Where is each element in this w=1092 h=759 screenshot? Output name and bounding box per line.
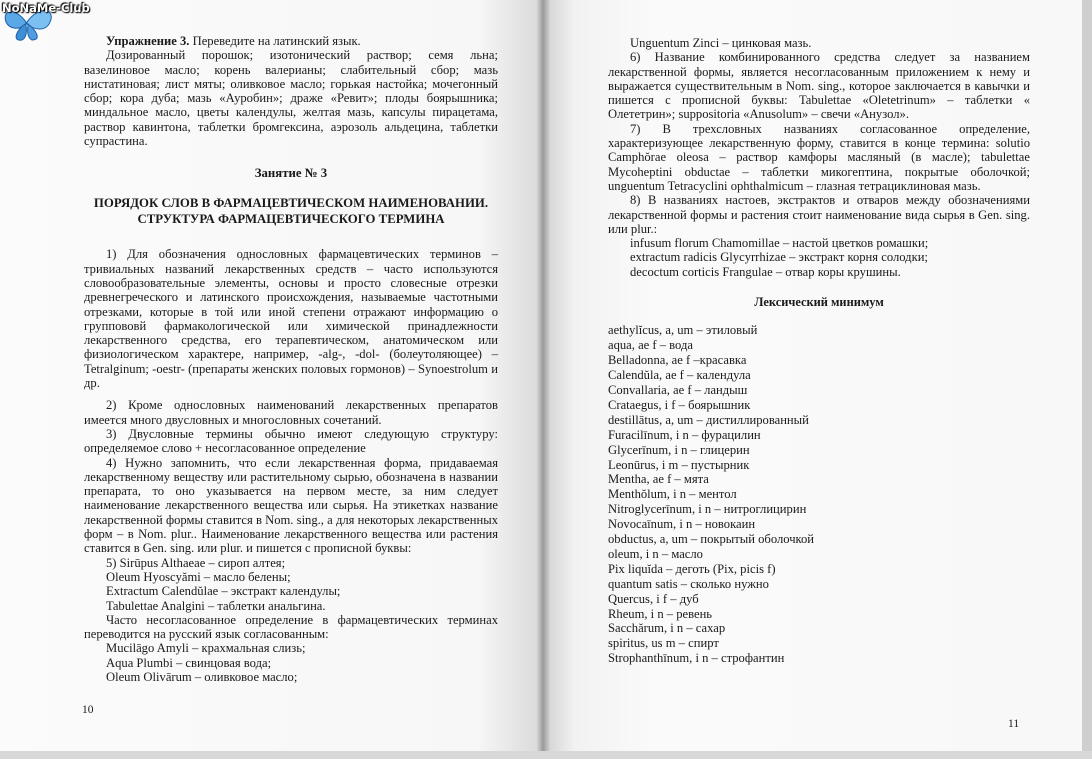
scan-edge <box>1082 0 1092 759</box>
vocab-list <box>608 323 1030 666</box>
section-heading-line2: СТРУКТУРА ФАРМАЦЕВТИЧЕСКОГО ТЕРМИНА <box>137 212 445 227</box>
exercise-title: Упражнение 3. <box>106 34 190 48</box>
example-line: infusum florum Chamomillae – настой цветков ромашки; <box>630 236 929 251</box>
vocab-item: Menthŏlum, i n – ментол <box>608 487 737 502</box>
example-line: Tabulettae Analgini – таблетки анальгина. <box>106 598 326 613</box>
section-heading <box>84 195 498 227</box>
example-line: Extractum Calendŭlae – экстракт календулы; <box>106 584 341 599</box>
watermark-text: NoNaMe-Club <box>2 1 90 15</box>
right-page <box>542 0 1092 759</box>
exercise-task: Переведите на латинский язык. <box>192 34 361 48</box>
vocab-item: oleum, i n – масло <box>608 546 703 561</box>
paragraph-3: 3) Двусловные термины обычно имеют следующую структуру: определяемое слово + несогласованное определение <box>84 426 498 456</box>
vocab-item: aqua, ae f – вода <box>608 338 693 353</box>
vocab-item: aethylĭcus, a, um – этиловый <box>608 323 758 338</box>
paragraph-6: 6) Название комбинированного средства следует за названием лекарственной формы, является несогласованным приложением к нему и выражается существительным в Nom. sing., которое заключается в кавычки и пишется с прописной буквы: Tabulettae «Oletetrinum» – таблетки « Олететрин»; suppositoria «Anusolum» – свечи «Анузол». <box>608 50 1030 122</box>
vocab-item: Sacchărum, i n – сахар <box>608 621 726 636</box>
watermark-logo <box>0 0 104 44</box>
vocab-item: destillātus, a, um – дистиллированный <box>608 412 809 427</box>
page-number-right: 11 <box>1008 718 1020 730</box>
vocab-item: Strophanthīnum, i n – строфантин <box>608 651 785 666</box>
vocab-item: Belladonna, ae f –красавка <box>608 353 747 368</box>
vocab-item: Calendŭla, ae f – календула <box>608 368 751 383</box>
example-line: Mucilāgo Amyli – крахмальная слизь; <box>106 641 306 656</box>
vocab-item: Furacilīnum, i n – фурацилин <box>608 427 761 442</box>
paragraph-5: Часто несогласованное определение в фармацевтических терминах переводится на русский язык согласованным: <box>84 612 498 642</box>
paragraph-7: 7) В трехсловных названиях согласованное определение, характеризующее лекарственную форму, ставится в конце термина: solutio Camphŏrae oleosa – раствор камфоры масляный (в масле); tabulettae Mycoheptini obductae – таблетки микогептина, покрытые оболочкой; unguentum Tetracyclini ophthalmicum – глазная тетрациклиновая мазь. <box>608 121 1030 193</box>
page-number-left: 10 <box>82 704 94 716</box>
lesson-title: Занятие № 3 <box>254 166 328 181</box>
section-heading-line1: ПОРЯДОК СЛОВ В ФАРМАЦЕВТИЧЕСКОМ НАИМЕНОВАНИИ. <box>93 196 489 211</box>
paragraph-4: 4) Нужно запомнить, что если лекарственная форма, придаваемая лекарственному веществу или растительному сырью, обозначена в названии препарата, то оно указывается на первом месте, за ним следует наименование лекарственного вещества или сырья. На этикетках название лекарственной формы ставится в Nom. sing., а для некоторых лекарственных форм – в Nom. plur.. Наименование лекарственного вещества или растения ставится в Gen. sing. или plur. и пишется с прописной буквы: <box>84 455 498 556</box>
example-line: Oleum Olivārum – оливковое масло; <box>106 669 298 684</box>
vocab-item: spiritus, us m – спирт <box>608 636 719 651</box>
vocab-item: quantum satis – сколько нужно <box>608 576 769 591</box>
vocab-item: Crataegus, i f – боярышник <box>608 397 751 412</box>
example-line: extractum radicis Glycyrrhizae – экстракт корня солодки; <box>630 250 928 265</box>
paragraph-1: 1) Для обозначения однословных фармацевтических терминов – тривиальных названий лекарственных средств – часто используются словообразовательные элементы, основы и просто словесные отрезки древнегреческого и латинского происхождения, называемые частотными отрезками, которые в той или иной степени отражают информацию о группововй фармакологической или химической принадлежности лекарственного средства, его терапевтическом, анатомическом или физиологическом характере, например, -alg-, -dol- (болеутоляющее) – Tetralginum; -oestr- (препараты женских половых гормонов) – Synoestrolum и др. <box>84 247 498 391</box>
vocab-item: Nitroglycerīnum, i n – нитроглицирин <box>608 502 807 517</box>
paragraph-2: 2) Кроме однословных наименований лекарственных препаратов имеется много двусловных и многословных сочетаний. <box>84 398 498 427</box>
vocab-item: Glycerīnum, i n – глицерин <box>608 442 750 457</box>
example-line: Aqua Plumbi – свинцовая вода; <box>106 655 272 670</box>
minimum-title: Лексический минимум <box>754 295 884 310</box>
vocab-item: Quercus, i f – дуб <box>608 591 699 606</box>
example-line: 5) Sirūpus Althaeae – сироп алтея; <box>106 555 286 570</box>
exercise-text: Дозированный порошок; изотонический раствор; семя льна; вазелиновое масло; корень валерианы; слабительный сбор; мазь нистатиновая; лист мяты; оливковое масло; горькая настойка; мочегонный сбор; кора дуба; мазь «Ауробин»; драже «Ревит»; плоды боярышника; миндальное масло, цветы календулы, желтая мазь, капсулы пирацетама, раствор кавинтона, таблетки бромгексина, аэрозоль альдецина, таблетки супрастина. <box>84 48 498 149</box>
exercise-heading <box>84 34 498 48</box>
example-line: Oleum Hyoscyămi – масло белены; <box>106 569 291 584</box>
vocab-item: Convallaria, ae f – ландыш <box>608 382 748 397</box>
scan-edge-bottom <box>0 751 1092 759</box>
vocab-item: Mentha, ae f – мята <box>608 472 709 487</box>
left-page <box>0 0 542 759</box>
paragraph-8: 8) В названиях настоев, экстрактов и отваров между обозначениями лекарственной формы и растения стоит наименование вида сырья в Gen. sing. или plur.: <box>608 193 1030 236</box>
example-line: Unguentum Zinci – цинковая мазь. <box>630 36 812 50</box>
vocab-item: obductus, a, um – покрытый оболочкой <box>608 532 815 547</box>
vocab-item: Pix liquĭda – деготь (Pix, picis f) <box>608 561 776 576</box>
vocab-item: Rheum, i n – ревень <box>608 606 713 621</box>
example-line: decoctum corticis Frangulae – отвар коры крушины. <box>630 264 901 279</box>
vocab-item: Leonūrus, i m – пустырник <box>608 457 750 472</box>
book-spine <box>536 0 550 759</box>
vocab-item: Novocaīnum, i n – новокаин <box>608 517 756 532</box>
